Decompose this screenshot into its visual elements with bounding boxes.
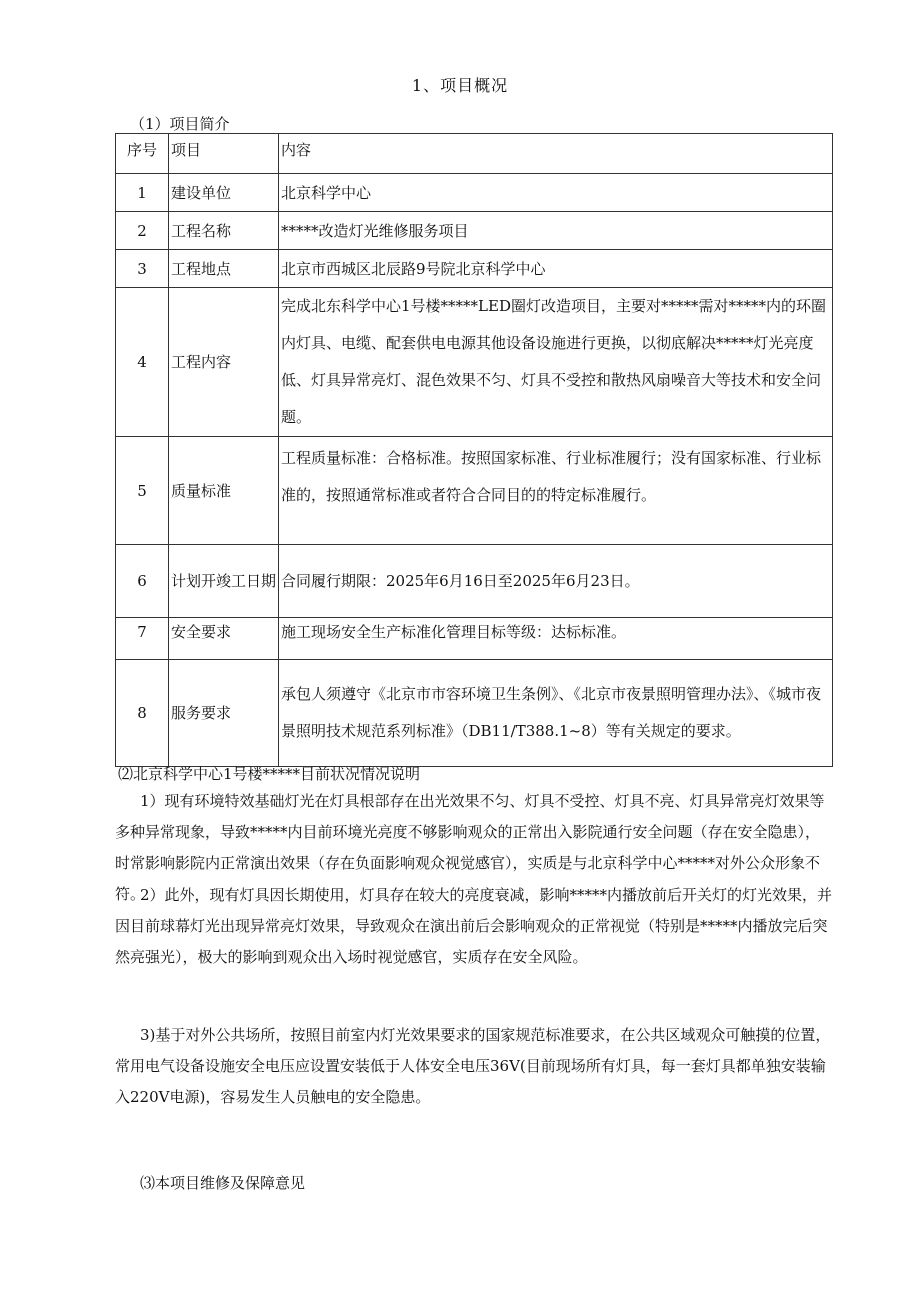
section-3-heading: ⑶本项目维修及保障意见 — [140, 1174, 306, 1192]
header-num: 序号 — [116, 134, 169, 174]
table-header-row — [116, 134, 833, 174]
row-num: 6 — [116, 545, 169, 618]
paragraph-2: 2）此外，现有灯具因长期使用，灯具存在较大的亮度衰减，影响*****内播放前后开关灯的灯光效果，并因目前球幕灯光出现异常亮灯效果，导致观众在演出前后会影响观众的正常视觉（特别是*****内播放完后突然亮强光），极大的影响到观众出入场时视觉感官，实质存在安全风险。 — [115, 886, 833, 966]
table-row — [116, 250, 833, 288]
section-1-heading: （1）项目简介 — [130, 115, 230, 133]
row-num: 4 — [116, 288, 169, 437]
row-num: 2 — [116, 212, 169, 250]
row-item: 安全要求 — [169, 618, 279, 660]
page-title: 1、项目概况 — [411, 76, 509, 95]
table-row — [116, 288, 833, 437]
row-num: 8 — [116, 660, 169, 767]
row-content: 合同履行期限：2025年6月16日至2025年6月23日。 — [279, 545, 833, 618]
table-row — [116, 545, 833, 618]
row-num: 7 — [116, 618, 169, 660]
row-item: 工程地点 — [169, 250, 279, 288]
row-item: 服务要求 — [169, 660, 279, 767]
table-row — [116, 174, 833, 212]
row-content: 北京市西城区北辰路9号院北京科学中心 — [279, 250, 833, 288]
row-content: 北京科学中心 — [279, 174, 833, 212]
row-item: 工程内容 — [169, 288, 279, 437]
table-row — [116, 618, 833, 660]
row-content: 完成北东科学中心1号楼*****LED圈灯改造项目，主要对*****需对*****内的环圈内灯具、电缆、配套供电电源其他设备设施进行更换，以彻底解决*****灯光亮度低、灯具异常亮灯、混色效果不匀、灯具不受控和散热风扇噪音大等技术和安全问题。 — [279, 288, 833, 437]
row-num: 5 — [116, 437, 169, 545]
header-content: 内容 — [279, 134, 833, 174]
table-row — [116, 660, 833, 767]
row-content: *****改造灯光维修服务项目 — [279, 212, 833, 250]
row-item: 计划开竣工日期 — [169, 545, 279, 618]
table-row — [116, 212, 833, 250]
header-item: 项目 — [169, 134, 279, 174]
row-num: 3 — [116, 250, 169, 288]
row-content: 施工现场安全生产标准化管理目标等级：达标标准。 — [279, 618, 833, 660]
row-item: 建设单位 — [169, 174, 279, 212]
row-item: 工程名称 — [169, 212, 279, 250]
project-info-table — [115, 133, 833, 767]
section-2-heading: ⑵北京科学中心1号楼*****目前状况情况说明 — [118, 765, 421, 783]
row-num: 1 — [116, 174, 169, 212]
table-row — [116, 437, 833, 545]
row-content: 工程质量标准：合格标准。按照国家标准、行业标准履行；没有国家标准、行业标准的，按照通常标准或者符合合同目的的特定标准履行。 — [279, 437, 833, 545]
row-content: 承包人须遵守《北京市市容环境卫生条例》、《北京市夜景照明管理办法》、《城市夜景照明技术规范系列标准》（DB11/T388.1~8）等有关规定的要求。 — [279, 660, 833, 767]
row-item: 质量标准 — [169, 437, 279, 545]
paragraph-1: 1）现有环境特效基础灯光在灯具根部存在出光效果不匀、灯具不受控、灯具不亮、灯具异常亮灯效果等多种异常现象，导致*****内目前环境光亮度不够影响观众的正常出入影院通行安全问题（存在安全隐患），时常影响影院内正常演出效果（存在负面影响观众视觉感官），实质是与北京科学中心*****对外公众形象不符。 — [115, 792, 825, 903]
paragraph-3: 3)基于对外公共场所，按照目前室内灯光效果要求的国家规范标准要求，在公共区域观众可触摸的位置，常用电气设备设施安全电压应设置安装低于人体安全电压36V(目前现场所有灯具，每一套灯具都单独安装输入220V电源)，容易发生人员触电的安全隐患。 — [115, 1026, 831, 1106]
